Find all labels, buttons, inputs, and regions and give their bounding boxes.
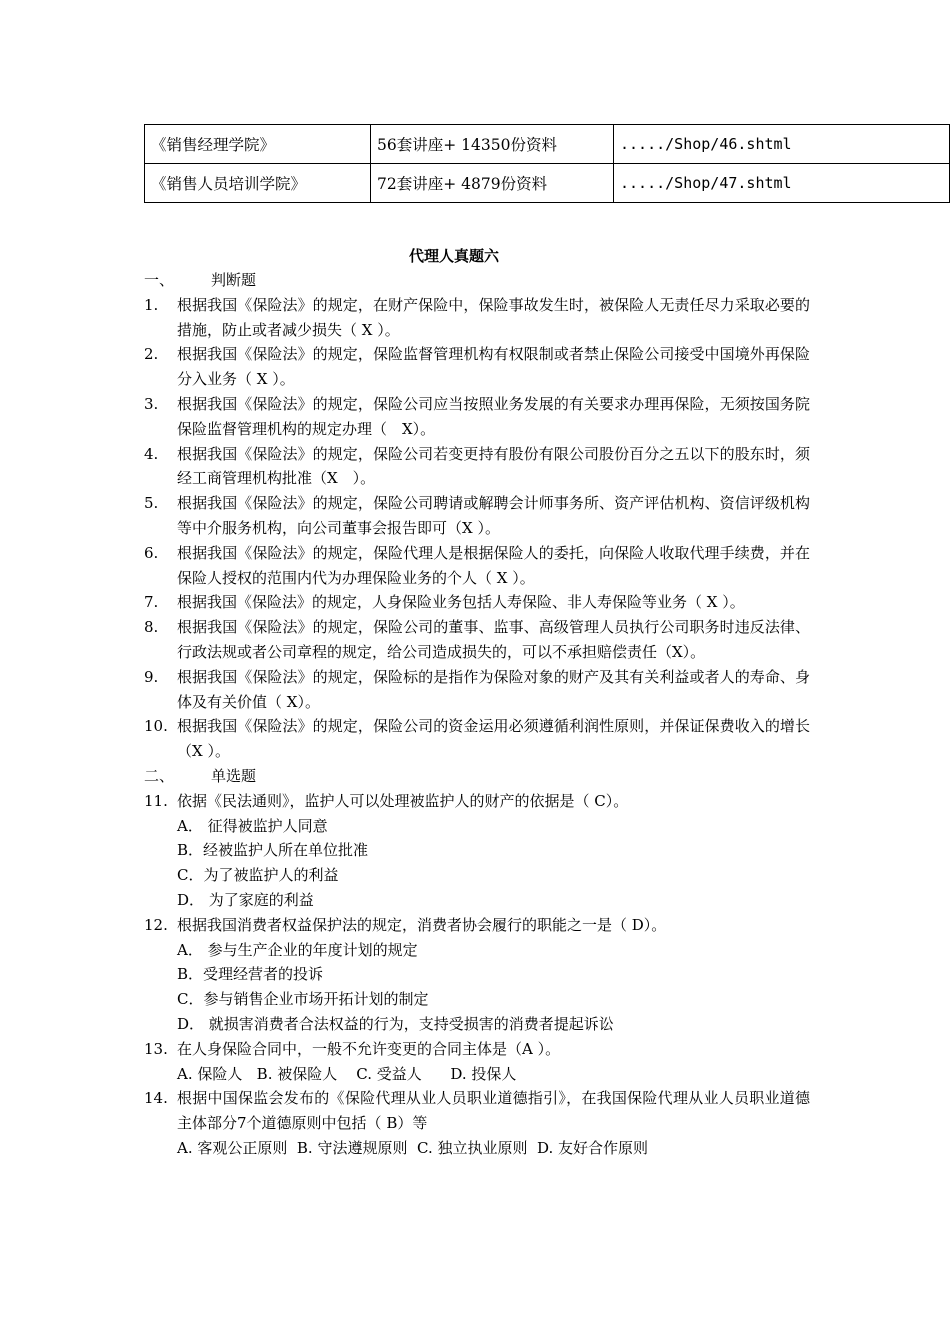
question-number: 2. (144, 345, 159, 364)
document-title: 代理人真题六 (408, 247, 499, 265)
question (144, 293, 810, 343)
question-number: 5. (144, 494, 159, 513)
question-text: 根据我国《保险法》的规定，保险标的是指作为保险对象的财产及其有关利益或者人的寿命、身体及有关价值（ X）。 (177, 667, 810, 711)
question-number: 6. (144, 543, 159, 562)
question (144, 491, 810, 541)
question-text: 根据中国保监会发布的《保险代理从业人员职业道德指引》，在我国保险代理从业人员职业道德主体部分7个道德原则中包括（ B）等 (177, 1089, 810, 1133)
question (144, 541, 810, 591)
question-number: 3. (144, 394, 159, 413)
question-text: 在人身保险合同中，一般不允许变更的合同主体是（A ）。 (177, 1039, 561, 1058)
section-heading (144, 764, 810, 789)
question-number: 10. (144, 717, 168, 736)
section-heading (144, 268, 810, 293)
question-number: 14. (144, 1089, 168, 1108)
document-body (144, 268, 810, 1161)
question (144, 392, 810, 442)
answer-option: D． 为了家庭的利益 (177, 890, 314, 909)
answer-options-inline: A. 客观公正原则 B. 守法遵规原则 C. 独立执业原则 D. 友好合作原则 (177, 1138, 649, 1157)
question (144, 913, 810, 938)
question-number: 7. (144, 593, 159, 612)
answer-option: B．经被监护人所在单位批准 (177, 841, 369, 860)
answer-option: A． 征得被监护人同意 (177, 816, 328, 835)
question (144, 1037, 810, 1062)
table-cell: 72套讲座+ 4879份资料 (371, 164, 614, 203)
question-text: 根据我国消费者权益保护法的规定，消费者协会履行的职能之一是（ D）。 (177, 915, 667, 934)
question-text: 根据我国《保险法》的规定，保险代理人是根据保险人的委托，向保险人收取代理手续费，并在保险人授权的范围内代为办理保险业务的个人（ X ）。 (177, 543, 810, 587)
question (144, 714, 810, 764)
question-number: 1. (144, 295, 159, 314)
answer-option: C．为了被监护人的利益 (177, 866, 339, 885)
answer-option: D． 就损害消费者合法权益的行为，支持受损害的消费者提起诉讼 (177, 1014, 614, 1033)
question-text: 根据我国《保险法》的规定，保险公司若变更持有股份有限公司股份百分之五以下的股东时，须经工商管理机构批准（X ）。 (177, 444, 810, 488)
table-cell-link[interactable]: ...../Shop/47.shtml (614, 164, 950, 203)
table-cell-link[interactable]: ...../Shop/46.shtml (614, 125, 950, 164)
question-text: 根据我国《保险法》的规定，保险公司的董事、监事、高级管理人员执行公司职务时违反法律、行政法规或者公司章程的规定，给公司造成损失的，可以不承担赔偿责任（X）。 (177, 618, 810, 661)
question-text: 根据我国《保险法》的规定，保险监督管理机构有权限制或者禁止保险公司接受中国境外再保险分入业务（ X ）。 (177, 345, 810, 389)
question (144, 590, 810, 615)
question (144, 1086, 810, 1136)
table-cell: 《销售经理学院》 (145, 125, 371, 164)
question (144, 442, 810, 492)
question-text: 根据我国《保险法》的规定，在财产保险中，保险事故发生时，被保险人无责任尽力采取必要的措施，防止或者减少损失（ X ）。 (177, 295, 810, 339)
question (144, 665, 810, 715)
question-text: 根据我国《保险法》的规定，保险公司的资金运用必须遵循利润性原则，并保证保费收入的增长（X ）。 (177, 717, 810, 761)
answer-options-inline: A. 保险人 B. 被保险人 C. 受益人 D. 投保人 (177, 1064, 517, 1083)
resource-table (144, 124, 950, 203)
question-text: 根据我国《保险法》的规定，人身保险业务包括人寿保险、非人寿保险等业务（ X ）。 (177, 593, 745, 612)
table-row (145, 125, 950, 164)
question-text: 依据《民法通则》，监护人可以处理被监护人的财产的依据是（ C）。 (177, 791, 629, 810)
table-row (145, 164, 950, 203)
question-number: 8. (144, 618, 159, 637)
answer-option: C．参与销售企业市场开拓计划的制定 (177, 990, 429, 1009)
table-cell: 56套讲座+ 14350份资料 (371, 125, 614, 164)
question-number: 9. (144, 667, 159, 686)
question-number: 12. (144, 915, 168, 934)
answer-option: B．受理经营者的投诉 (177, 965, 324, 984)
answer-option: A． 参与生产企业的年度计划的规定 (177, 940, 418, 959)
question (144, 789, 810, 814)
section-number: 二、 (144, 766, 175, 785)
question-number: 4. (144, 444, 159, 463)
question (144, 615, 810, 665)
section-label: 判断题 (211, 271, 257, 289)
table-cell: 《销售人员培训学院》 (145, 164, 371, 203)
question-number: 13. (144, 1039, 168, 1058)
section-number: 一、 (144, 271, 175, 289)
question (144, 342, 810, 392)
question-text: 根据我国《保险法》的规定，保险公司应当按照业务发展的有关要求办理再保险，无须按国务院保险监督管理机构的规定办理（ X）。 (177, 394, 810, 438)
section-label: 单选题 (211, 766, 257, 785)
question-text: 根据我国《保险法》的规定，保险公司聘请或解聘会计师事务所、资产评估机构、资信评级机构等中介服务机构，向公司董事会报告即可（X ）。 (177, 494, 810, 537)
question-number: 11. (144, 791, 168, 810)
